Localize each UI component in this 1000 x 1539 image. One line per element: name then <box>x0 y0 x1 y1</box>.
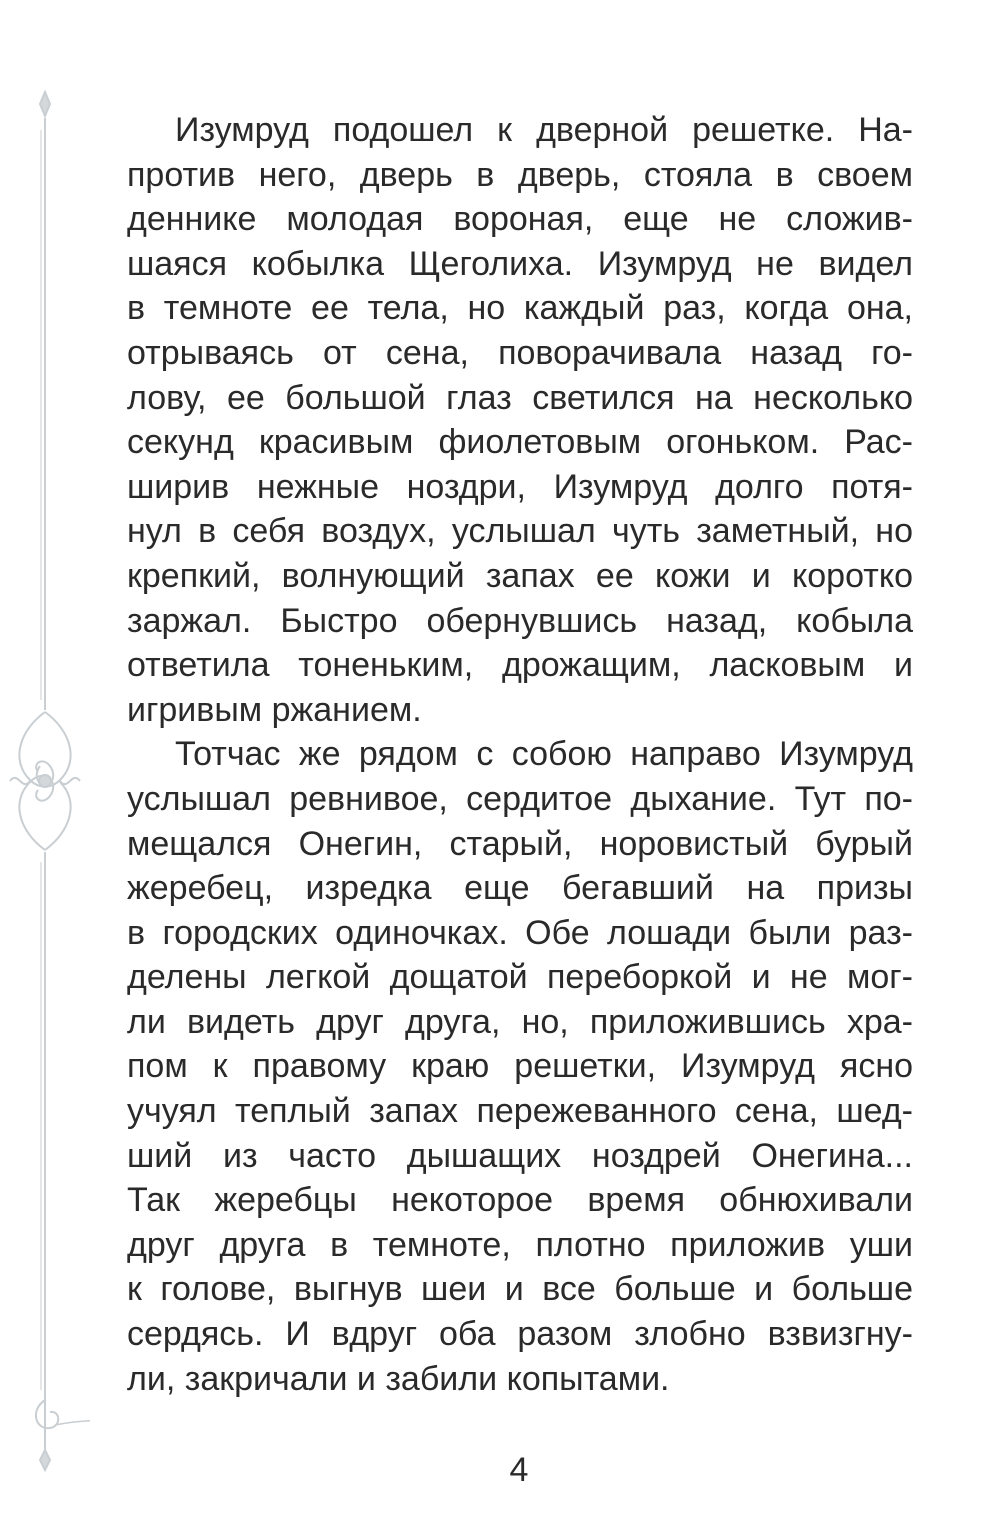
text-line: заржал. Быстро обернувшись назад, кобыла <box>127 601 913 640</box>
text-line: ли, закричали и забили копытами. <box>127 1359 670 1398</box>
text-line: против него, дверь в дверь, стояла в своем <box>127 155 913 194</box>
text-line: ший из часто дышащих ноздрей Онегина... <box>127 1136 913 1175</box>
text-line: игривым ржанием. <box>127 690 422 729</box>
text-line: секунд красивым фиолетовым огоньком. Рас- <box>127 423 913 462</box>
paragraph-1 <box>127 108 913 732</box>
text-line: шаяся кобылка Щеголиха. Изумруд не видел <box>127 244 913 283</box>
floral-border-icon <box>0 0 90 1539</box>
text-line: лову, ее большой глаз светился на несколько <box>127 378 913 417</box>
page-number <box>0 1448 1000 1492</box>
paragraph-2 <box>127 732 913 1401</box>
text-line: к голове, выгнув шеи и все больше и больше <box>127 1270 913 1309</box>
text-line: услышал ревнивое, сердитое дыхание. Тут по- <box>127 779 913 818</box>
text-block <box>127 108 913 1401</box>
page-number-label: 4 <box>509 1451 529 1489</box>
text-line: ли видеть друг друга, но, приложившись хра- <box>127 1002 913 1041</box>
text-line: пом к правому краю решетки, Изумруд ясно <box>127 1047 913 1086</box>
text-line: жеребец, изредка еще бегавший на призы <box>127 869 913 908</box>
text-line: мещался Онегин, старый, норовистый бурый <box>127 824 913 863</box>
text-line: Так жеребцы некоторое время обнюхивали <box>127 1181 913 1220</box>
text-line: в городских одиночках. Обе лошади были раз- <box>127 913 913 952</box>
text-line: крепкий, волнующий запах ее кожи и коротко <box>127 556 913 595</box>
text-line: Изумруд подошел к дверной решетке. На- <box>175 111 913 149</box>
text-line: Тотчас же рядом с собою направо Изумруд <box>175 735 913 774</box>
text-line: делены легкой дощатой переборкой и не мог- <box>127 958 913 997</box>
text-line: ширив нежные ноздри, Изумруд долго потя- <box>127 467 913 506</box>
text-line: сердясь. И вдруг оба разом злобно взвизгну- <box>127 1315 913 1354</box>
text-line: деннике молодая вороная, еще не сложив- <box>127 200 913 239</box>
text-line: друг друга в темноте, плотно приложив уши <box>127 1225 913 1264</box>
text-line: ответила тоненьким, дрожащим, ласковым и <box>127 646 913 685</box>
text-line: учуял теплый запах пережеванного сена, шед- <box>127 1092 913 1131</box>
text-line: отрываясь от сена, поворачивала назад го- <box>127 333 913 372</box>
text-line: нул в себя воздух, услышал чуть заметный, но <box>127 512 913 551</box>
text-line: в темноте ее тела, но каждый раз, когда она, <box>127 289 913 328</box>
